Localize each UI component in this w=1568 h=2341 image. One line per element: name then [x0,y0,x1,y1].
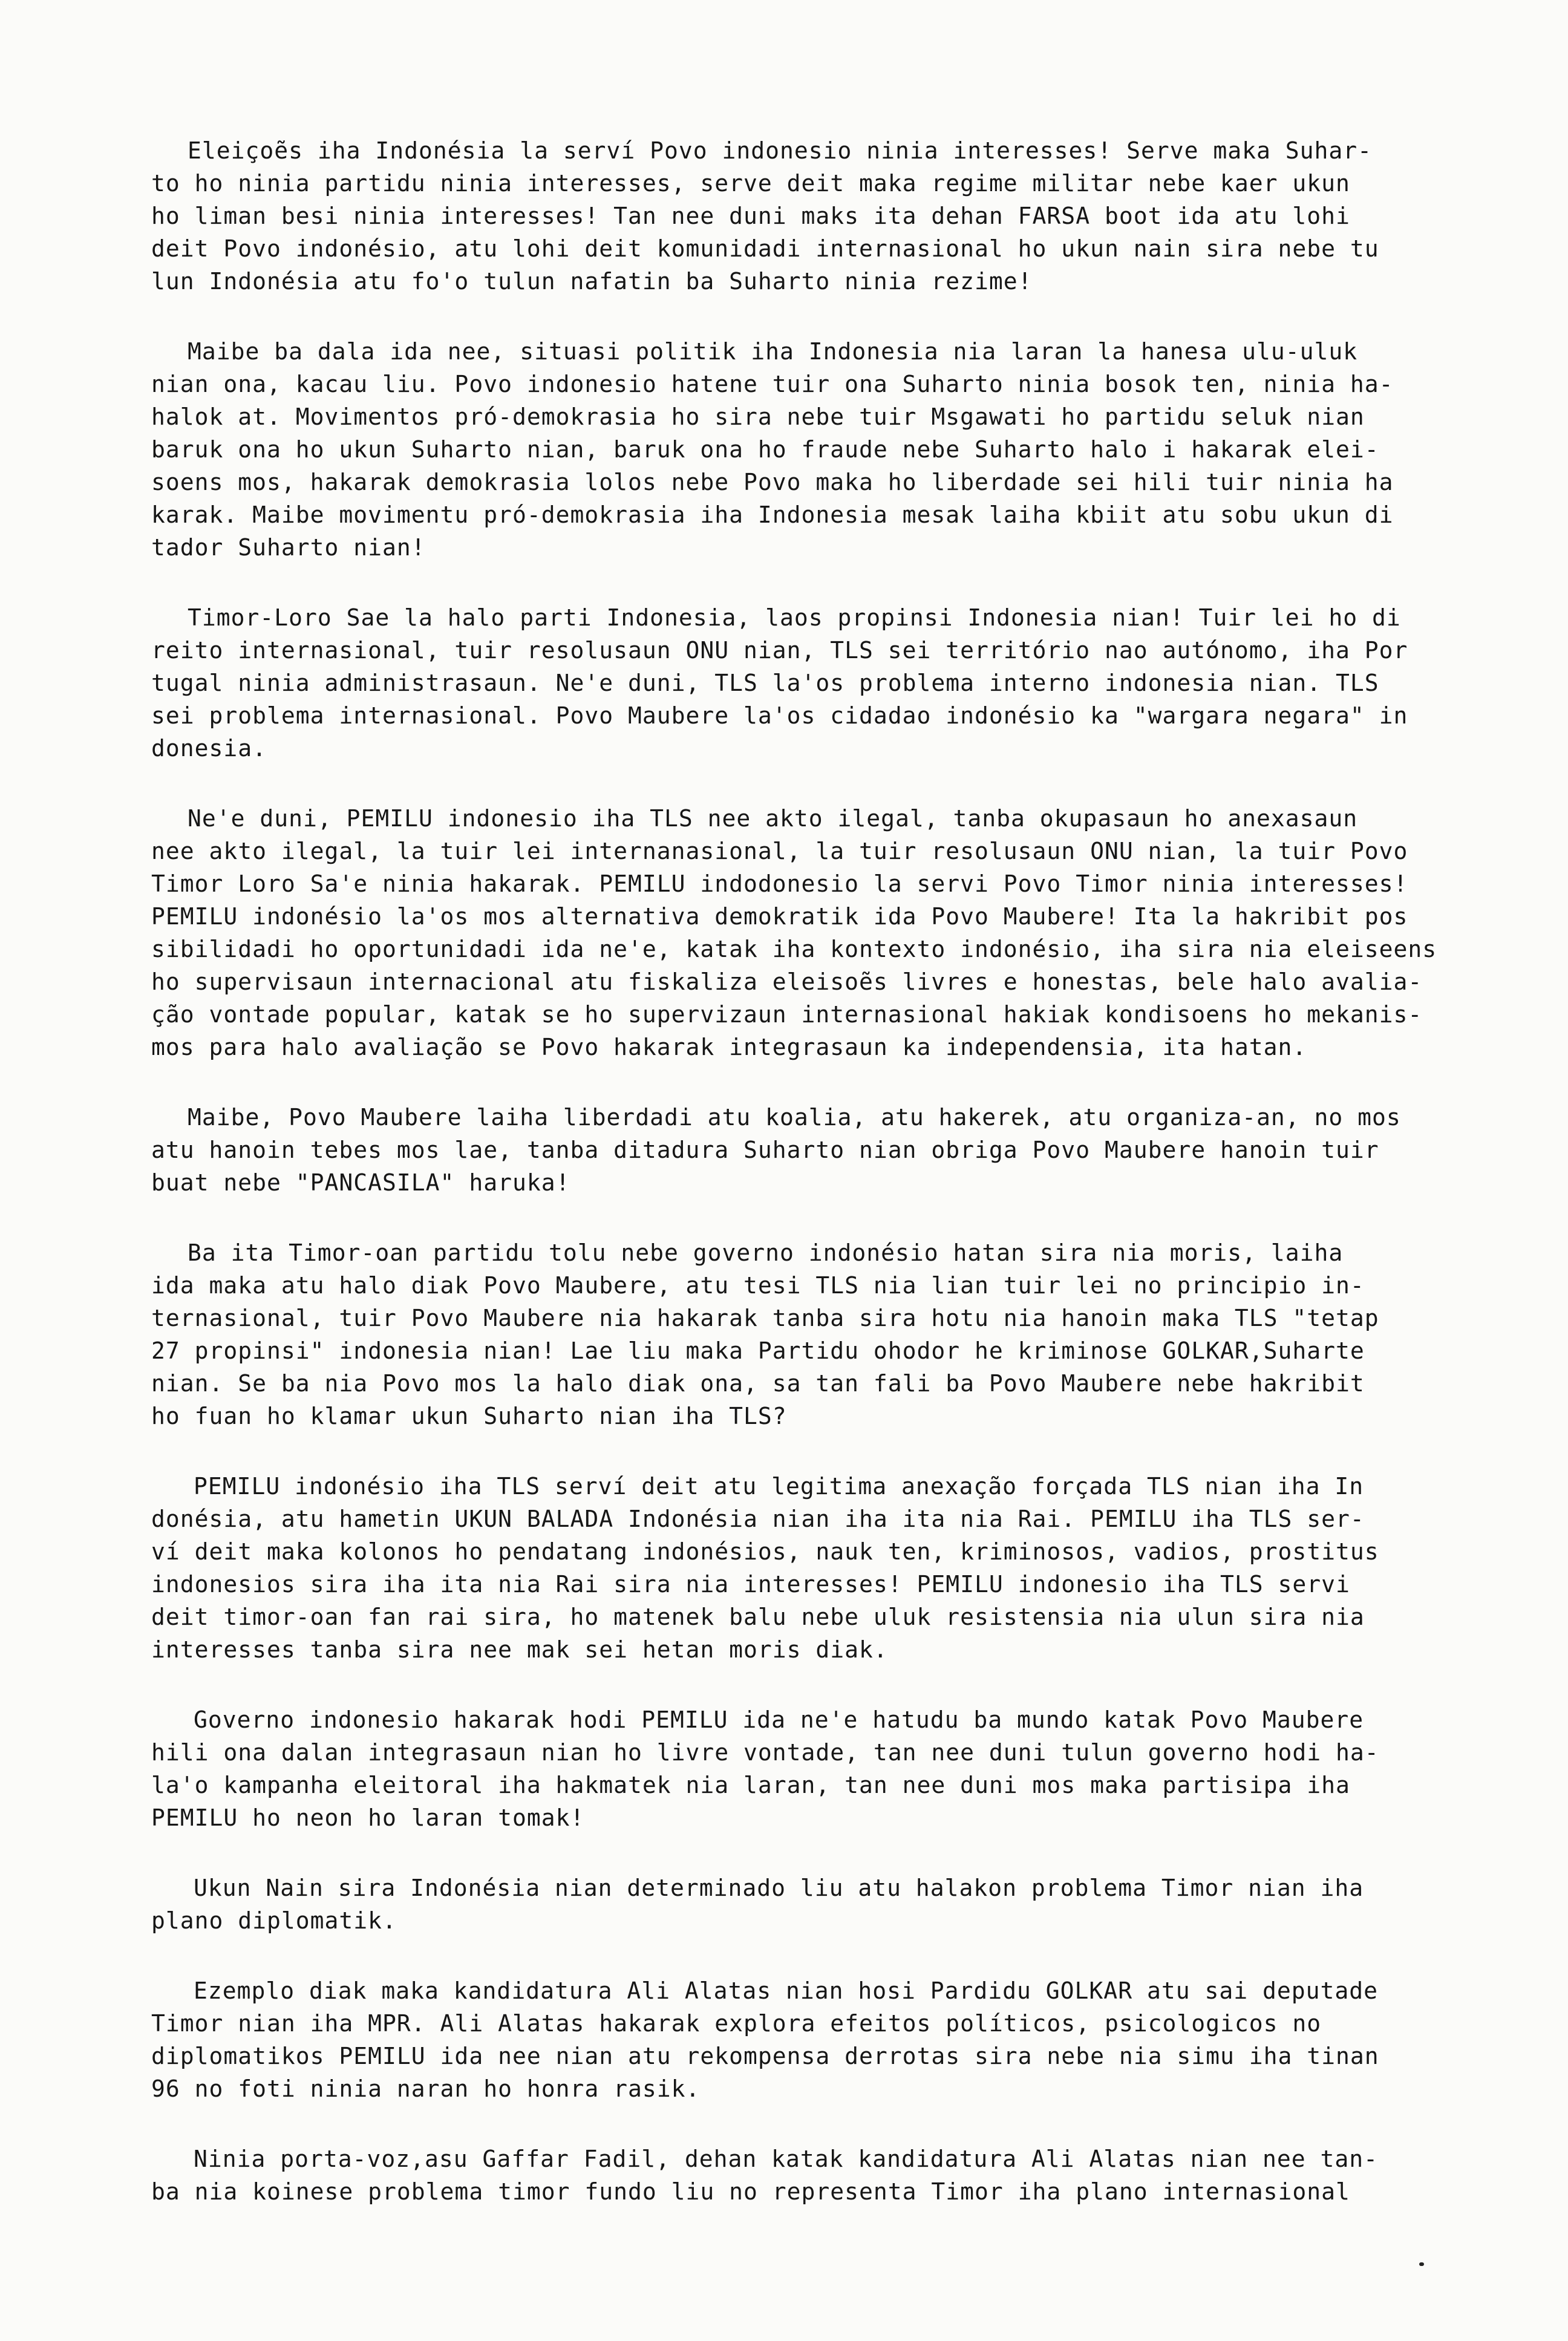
text-line: hili ona dalan integrasaun nian ho livre vontade, tan nee duni tulun governo hodi ha- [151,1739,1379,1766]
paragraph [151,1470,1488,1666]
text-line: buat nebe "PANCASILA" haruka! [151,1169,570,1196]
text-line: donésia, atu hametin UKUN BALADA Indonésia nian iha ita nia Rai. PEMILU iha TLS ser- [151,1506,1365,1532]
text-line: 27 propinsi" indonesia nian! Lae liu maka Partidu ohodor he kriminose GOLKAR,Suharte [151,1337,1365,1364]
text-line: tador Suharto nian! [151,534,426,561]
text-line: reito internasional, tuir resolusaun ONU nian, TLS sei território nao autónomo, iha Por [151,637,1408,664]
text-line: ví deit maka kolonos ho pendatang indonésios, nauk ten, kriminosos, vadios, prostitus [151,1538,1379,1565]
text-line: Maibe ba dala ida nee, situasi politik iha Indonesia nia laran la hanesa ulu-uluk [188,338,1358,365]
paragraph [151,1872,1488,1937]
text-line: donesia. [151,735,267,762]
text-line: Ne'e duni, PEMILU indonesio iha TLS nee akto ilegal, tanba okupasaun ho anexasaun [188,805,1358,832]
text-line: halok at. Movimentos pró-demokrasia ho sira nebe tuir Msgawati ho partidu seluk nian [151,403,1365,430]
paragraph [151,1101,1488,1199]
paragraph [151,802,1488,1063]
text-line: PEMILU indonésio la'os mos alternativa demokratik ida Povo Maubere! Ita la hakribit pos [151,903,1408,930]
document-body [151,134,1488,2245]
text-line: sei problema internasional. Povo Maubere la'os cidadao indonésio ka "wargara negara" in [151,702,1408,729]
text-line: ho fuan ho klamar ukun Suharto nian iha TLS? [151,1403,787,1429]
paragraph [151,1974,1488,2105]
text-line: baruk ona ho ukun Suharto nian, baruk ona ho fraude nebe Suharto halo i hakarak elei- [151,436,1379,463]
text-line: ção vontade popular, katak se ho supervizaun internasional hakiak kondisoens ho mekanis- [151,1001,1423,1028]
text-line: ternasional, tuir Povo Maubere nia hakarak tanba sira hotu nia hanoin maka TLS "tetap [151,1305,1379,1331]
text-line: atu hanoin tebes mos lae, tanba ditadura Suharto nian obriga Povo Maubere hanoin tuir [151,1137,1379,1163]
text-line: Timor-Loro Sae la halo parti Indonesia, laos propinsi Indonesia nian! Tuir lei ho di [188,604,1401,631]
text-line: lun Indonésia atu fo'o tulun nafatin ba Suharto ninia rezime! [151,268,1033,295]
text-line: indonesios sira iha ita nia Rai sira nia interesses! PEMILU indonesio iha TLS servi [151,1571,1350,1598]
text-line: to ho ninia partidu ninia interesses, serve deit maka regime militar nebe kaer ukun [151,170,1350,197]
text-line: la'o kampanha eleitoral iha hakmatek nia laran, tan nee duni mos maka partisipa iha [151,1772,1350,1798]
text-line: PEMILU ho neon ho laran tomak! [151,1804,585,1831]
text-line: nian ona, kacau liu. Povo indonesio hatene tuir ona Suharto ninia bosok ten, ninia ha- [151,371,1394,397]
text-line: Ninia porta-voz,asu Gaffar Fadil, dehan katak kandidatura Ali Alatas nian nee tan- [194,2146,1378,2172]
text-line: Timor nian iha MPR. Ali Alatas hakarak explora efeitos políticos, psicologicos no [151,2010,1322,2037]
text-line: deit timor-oan fan rai sira, ho matenek balu nebe uluk resistensia nia ulun sira nia [151,1604,1365,1630]
paragraph [151,335,1488,564]
text-line: ida maka atu halo diak Povo Maubere, atu tesi TLS nia lian tuir lei no principio in- [151,1272,1365,1299]
text-line: ba nia koinese problema timor fundo liu no representa Timor iha plano internasional [151,2178,1350,2205]
text-line: nee akto ilegal, la tuir lei internanasional, la tuir resolusaun ONU nian, la tuir Povo [151,838,1408,864]
text-line: Eleiçoẽs iha Indonésia la serví Povo indonesio ninia interesses! Serve maka Suhar- [188,137,1372,164]
text-line: 96 no foti ninia naran ho honra rasik. [151,2075,701,2102]
text-line: Ezemplo diak maka kandidatura Ali Alatas nian hosi Pardidu GOLKAR atu sai deputade [194,1977,1378,2004]
text-line: Timor Loro Sa'e ninia hakarak. PEMILU indodonesio la servi Povo Timor ninia interesses! [151,870,1408,897]
paragraph [151,2143,1488,2208]
text-line: ho liman besi ninia interesses! Tan nee duni maks ita dehan FARSA boot ida atu lohi [151,203,1350,229]
paragraph [151,601,1488,765]
text-line: diplomatikos PEMILU ida nee nian atu rekompensa derrotas sira nebe nia simu iha tinan [151,2043,1379,2069]
text-line: tugal ninia administrasaun. Ne'e duni, TLS la'os problema interno indonesia nian. TLS [151,670,1379,696]
text-line: deit Povo indonésio, atu lohi deit komunidadi internasional ho ukun nain sira nebe tu [151,235,1379,262]
paragraph [151,1703,1488,1834]
text-line: mos para halo avaliação se Povo hakarak integrasaun ka independensia, ita hatan. [151,1034,1307,1060]
text-line: Maibe, Povo Maubere laiha liberdadi atu koalia, atu hakerek, atu organiza-an, no mos [188,1104,1401,1131]
text-line: karak. Maibe movimentu pró-demokrasia iha Indonesia mesak laiha kbiit atu sobu ukun di [151,501,1394,528]
text-line: soens mos, hakarak demokrasia lolos nebe Povo maka ho liberdade sei hili tuir ninia ha [151,469,1394,495]
text-line: interesses tanba sira nee mak sei hetan moris diak. [151,1636,888,1663]
text-line: sibilidadi ho oportunidadi ida ne'e, katak iha kontexto indonésio, iha sira nia eleiseens [151,936,1437,962]
text-line: plano diplomatik. [151,1907,397,1934]
paragraph [151,134,1488,298]
text-line: PEMILU indonésio iha TLS serví deit atu legitima anexação forçada TLS nian iha In [194,1473,1364,1500]
text-line: nian. Se ba nia Povo mos la halo diak ona, sa tan fali ba Povo Maubere nebe hakribit [151,1370,1365,1397]
paragraph [151,1236,1488,1432]
text-line: Ba ita Timor-oan partidu tolu nebe governo indonésio hatan sira nia moris, laiha [188,1239,1344,1266]
text-line: Governo indonesio hakarak hodi PEMILU ida ne'e hatudu ba mundo katak Povo Maubere [194,1706,1364,1733]
text-line: ho supervisaun internacional atu fiskaliza eleisoẽs livres e honestas, bele halo avalia- [151,968,1423,995]
page-mark-dot [1419,2262,1424,2266]
text-line: Ukun Nain sira Indonésia nian determinado liu atu halakon problema Timor nian iha [194,1875,1364,1901]
